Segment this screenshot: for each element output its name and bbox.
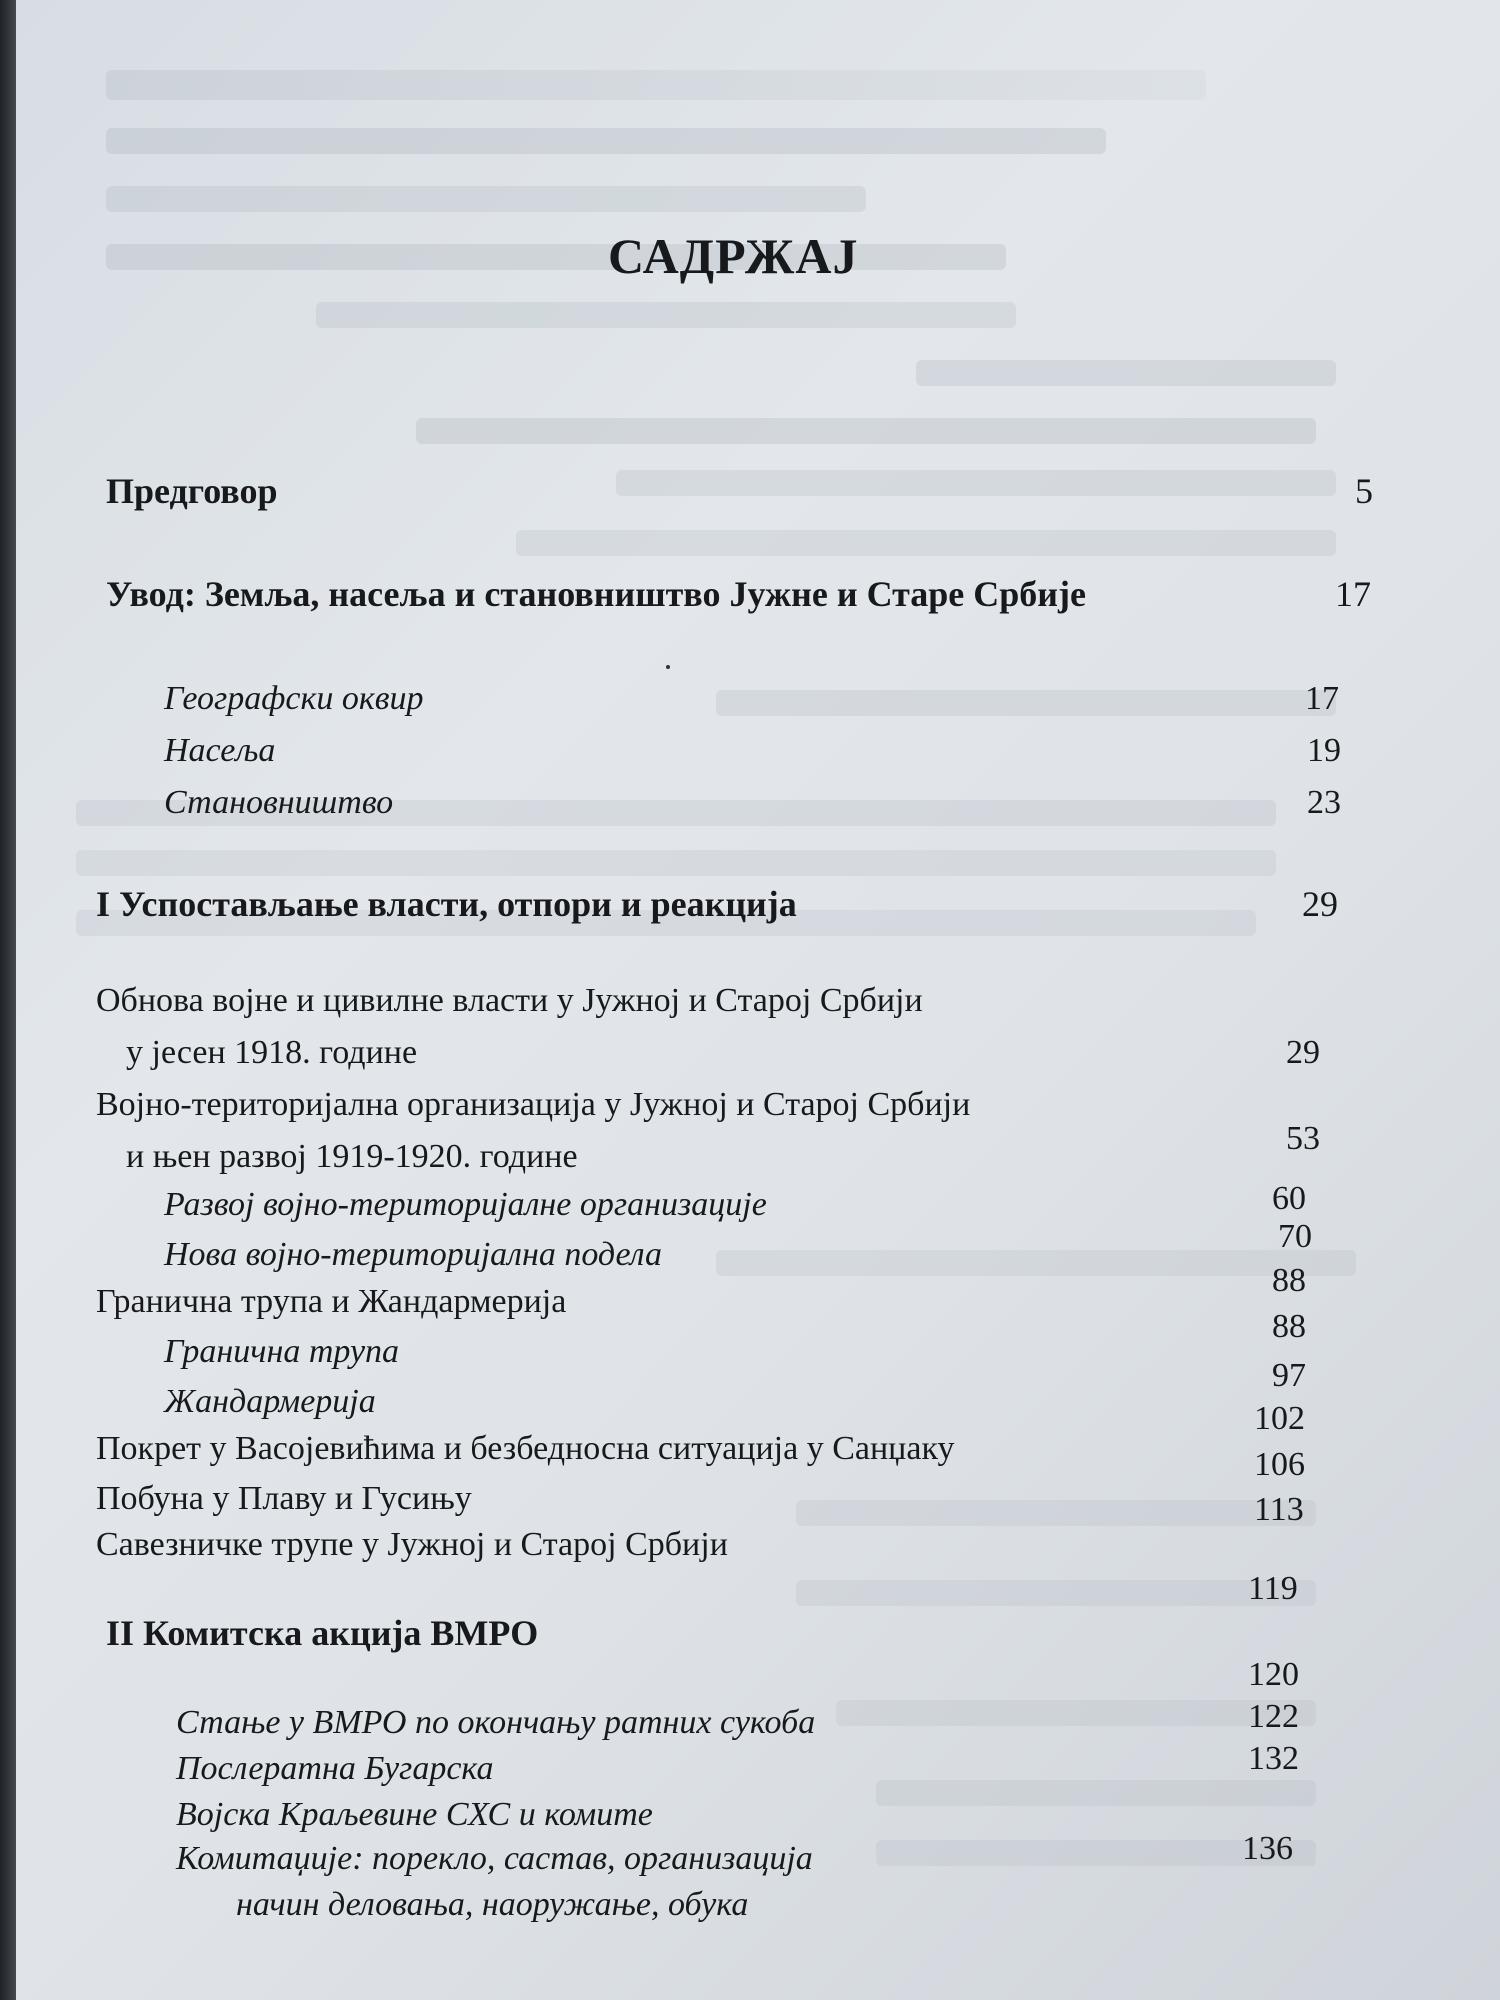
toc-subentry: Становништво <box>164 784 394 821</box>
bleed-through-line <box>106 70 1206 100</box>
toc-entry-continued: у јесен 1918. године <box>126 1034 418 1071</box>
toc-subentry: Послератна Бугарска <box>176 1750 494 1787</box>
toc-entry: Војно-територијална организација у Јужној и Старој Србији <box>96 1086 971 1123</box>
toc-subentry: Гранична трупа <box>164 1333 400 1370</box>
toc-entry-part-2: II Комитска акција ВМРО <box>106 1613 539 1653</box>
bleed-through-line <box>76 850 1276 876</box>
toc-page-number: 17 <box>1335 574 1371 614</box>
toc-subentry: Развој војно-територијалне организације <box>164 1186 767 1223</box>
bleed-through-line <box>716 1250 1356 1276</box>
toc-subentry: Нова војно-територијална подела <box>164 1236 663 1273</box>
toc-page-number: 29 <box>1286 1034 1320 1071</box>
toc-entry-introduction: Увод: Земља, насеља и становништво Јужне и Старе Србије <box>106 574 1086 614</box>
bleed-through-line <box>876 1780 1316 1806</box>
toc-entry-part-1: I Успостављање власти, отпори и реакција <box>96 884 797 924</box>
toc-page-number: 29 <box>1302 884 1338 924</box>
toc-page-number: 122 <box>1248 1698 1299 1735</box>
bleed-through-line <box>316 302 1016 328</box>
toc-entry: Обнова војне и цивилне власти у Јужној и Старој Србији <box>96 982 923 1019</box>
bleed-through-line <box>916 360 1336 386</box>
page-title: САДРЖАЈ <box>608 228 859 284</box>
toc-page-number: 136 <box>1242 1830 1293 1867</box>
bleed-through-line <box>416 418 1316 444</box>
toc-page-number: 70 <box>1278 1218 1312 1255</box>
bleed-through-line <box>106 186 866 212</box>
toc-subentry: Насеља <box>164 732 276 769</box>
toc-page-number: 132 <box>1248 1740 1299 1777</box>
bleed-through-line <box>106 244 1006 270</box>
bleed-through-line <box>836 1700 1316 1726</box>
toc-page-number: 23 <box>1307 784 1341 821</box>
bleed-through-line <box>516 530 1336 556</box>
bleed-through-line <box>796 1580 1316 1606</box>
toc-subentry: Војска Краљевине СХС и комите <box>176 1796 653 1833</box>
toc-entry: Савезничке трупе у Јужној и Старој Србији <box>96 1526 728 1563</box>
toc-page-number: 53 <box>1286 1120 1320 1157</box>
toc-page-number: 88 <box>1272 1262 1306 1299</box>
bleed-through-line <box>106 128 1106 154</box>
toc-subentry: Стање у ВМРО по окончању ратних сукоба <box>176 1704 816 1741</box>
toc-subentry-continued: начин деловања, наоружање, обука <box>236 1886 749 1923</box>
book-page <box>16 0 1500 2000</box>
bleed-through-line <box>796 1500 1316 1526</box>
toc-page-number: 19 <box>1307 732 1341 769</box>
toc-subentry: Комитаџије: порекло, састав, организација <box>176 1840 813 1877</box>
toc-page-number: 60 <box>1272 1180 1306 1217</box>
toc-page-number: 17 <box>1305 680 1339 717</box>
paper-speck <box>666 665 670 669</box>
toc-subentry: Жандармерија <box>164 1383 376 1420</box>
bleed-through-line <box>716 690 1336 716</box>
toc-page-number: 106 <box>1254 1446 1305 1483</box>
toc-page-number: 88 <box>1272 1308 1306 1345</box>
bleed-through-line <box>616 470 1336 496</box>
toc-page-number: 102 <box>1254 1400 1305 1437</box>
toc-entry-continued: и њен развој 1919-1920. године <box>126 1138 578 1175</box>
toc-page-number: 97 <box>1272 1357 1306 1394</box>
toc-entry: Гранична трупа и Жандармерија <box>96 1283 567 1320</box>
toc-entry: Побуна у Плаву и Гусињу <box>96 1480 472 1517</box>
toc-subentry: Географски оквир <box>164 680 424 717</box>
toc-entry: Покрет у Васојевићима и безбедносна ситуација у Санџаку <box>96 1430 955 1467</box>
toc-page-number: 113 <box>1254 1491 1304 1528</box>
toc-page-number: 120 <box>1248 1656 1299 1693</box>
toc-page-number: 119 <box>1248 1570 1298 1607</box>
toc-entry-preface: Предговор <box>106 471 278 511</box>
toc-page-number: 5 <box>1355 471 1373 511</box>
